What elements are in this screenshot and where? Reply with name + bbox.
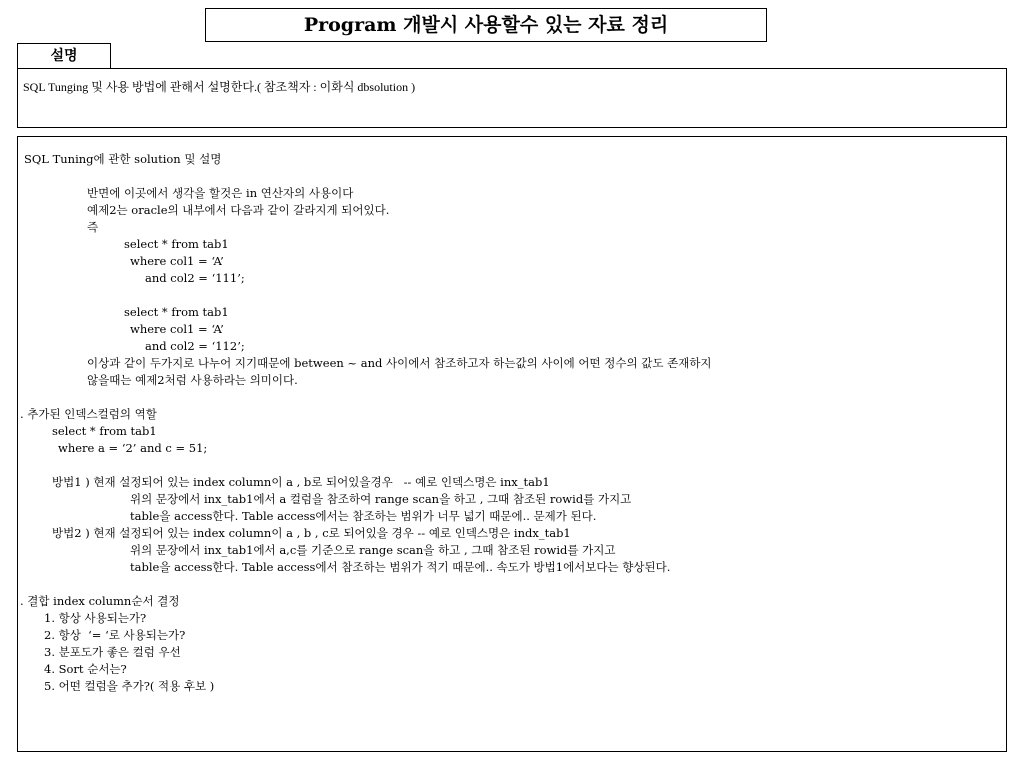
content-line: 방법2 ) 현재 설정되어 있는 index column이 a , b , c로 되어있을 경우 -- 예로 인덱스명은 indx_tab1: [52, 526, 571, 540]
content-line: 반면에 이곳에서 생각을 할것은 in 연산자의 사용이다: [87, 186, 354, 200]
list-item: 4. Sort 순서는?: [44, 662, 127, 676]
description-text: SQL Tunging 및 사용 방법에 관해서 설명한다.( 참조책자 : 이화식 dbsolution ): [23, 80, 416, 94]
list-item: 1. 항상 사용되는가?: [44, 611, 147, 625]
code-line: where a = ‘2’ and c = 51;: [58, 441, 208, 455]
content-line: 위의 문장에서 inx_tab1에서 a,c를 기준으로 range scan을 하고 , 그때 참조된 rowid를 가지고: [130, 543, 616, 557]
content-line: 방법1 ) 현재 설정되어 있는 index column이 a , b로 되어있을경우 -- 예로 인덱스명은 inx_tab1: [52, 475, 550, 489]
content-line: 예제2는 oracle의 내부에서 다음과 같이 갈라지게 되어있다.: [87, 203, 390, 217]
tab-description[interactable]: 설명: [17, 43, 111, 69]
description-panel: [17, 68, 1007, 128]
content-line: 않을때는 예제2처럼 사용하라는 의미이다.: [87, 373, 298, 387]
list-item: 5. 어떤 컬럼을 추가?( 적용 후보 ): [44, 679, 215, 693]
section-heading: . 결합 index column순서 결정: [20, 594, 180, 608]
code-line: select * from tab1: [124, 237, 229, 251]
content-line: table을 access한다. Table access에서 참조하는 범위가 적기 때문에.. 속도가 방법1에서보다는 향상된다.: [130, 560, 671, 574]
code-line: where col1 = ‘A’: [130, 254, 224, 268]
content-line: 즉: [87, 220, 99, 234]
code-line: where col1 = ‘A’: [130, 322, 224, 336]
content-line: table을 access한다. Table access에서는 참조하는 범위가 너무 넓기 때문에.. 문제가 된다.: [130, 509, 597, 523]
code-line: and col2 = ‘112’;: [145, 339, 245, 353]
list-item: 3. 분포도가 좋은 컬럼 우선: [44, 645, 181, 659]
code-line: select * from tab1: [52, 424, 157, 438]
list-item: 2. 항상 ‘= ‘로 사용되는가?: [44, 628, 186, 642]
content-heading: SQL Tuning에 관한 solution 및 설명: [24, 152, 222, 166]
content-line: 이상과 같이 두가지로 나누어 지기때문에 between ~ and 사이에서 참조하고자 하는값의 사이에 어떤 정수의 값도 존재하지: [87, 356, 712, 370]
content-panel: [17, 136, 1007, 752]
code-line: and col2 = ‘111’;: [145, 271, 245, 285]
section-heading: . 추가된 인덱스컬럼의 역할: [20, 407, 157, 421]
code-line: select * from tab1: [124, 305, 229, 319]
content-line: 위의 문장에서 inx_tab1에서 a 컬럼을 참조하여 range scan을 하고 , 그때 참조된 rowid를 가지고: [130, 492, 632, 506]
page-title: Program 개발시 사용할수 있는 자료 정리: [205, 8, 767, 42]
